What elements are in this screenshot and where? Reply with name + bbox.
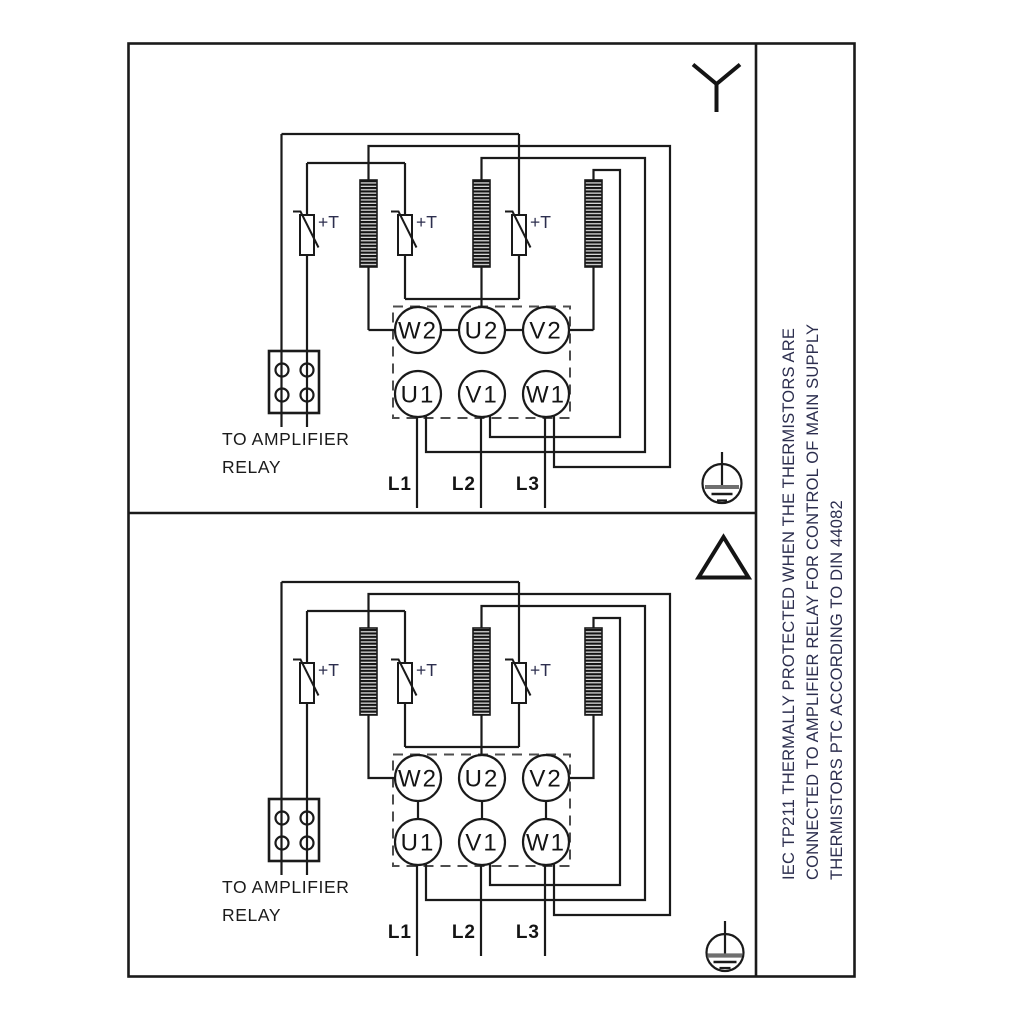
amplifier-relay-terminal-box bbox=[269, 351, 319, 413]
terminal-label-v2: V2 bbox=[529, 317, 563, 345]
star-panel bbox=[222, 65, 742, 509]
side-note-column bbox=[780, 324, 846, 880]
motor-winding-w bbox=[360, 180, 377, 267]
relay-caption-line1: TO AMPLIFIER bbox=[222, 429, 350, 449]
thermistor-1 bbox=[293, 660, 319, 704]
terminal-label-w2: W2 bbox=[398, 317, 438, 345]
motor-winding-w bbox=[360, 628, 377, 715]
terminal-label-w1: W1 bbox=[526, 829, 566, 857]
relay-caption-line2: RELAY bbox=[222, 457, 282, 477]
side-note-line-3: THERMISTORS PTC ACCORDING TO DIN 44082 bbox=[828, 500, 846, 880]
terminal-label-u1: U1 bbox=[400, 381, 436, 409]
supply-line-label-l2: L2 bbox=[451, 474, 476, 495]
terminal-label-v1: V1 bbox=[465, 829, 499, 857]
terminal-label-w2: W2 bbox=[398, 765, 438, 793]
thermistor-label: +T bbox=[318, 212, 339, 232]
supply-line-label-l1: L1 bbox=[387, 922, 412, 943]
delta-panel bbox=[222, 537, 749, 971]
supply-line-label-l3: L3 bbox=[515, 474, 540, 495]
terminal-label-u2: U2 bbox=[464, 317, 500, 345]
supply-line-label-l1: L1 bbox=[387, 474, 412, 495]
earth-ground-icon bbox=[707, 921, 744, 971]
thermistor-label: +T bbox=[416, 660, 437, 680]
relay-caption-line2: RELAY bbox=[222, 905, 282, 925]
thermistor-label: +T bbox=[530, 212, 551, 232]
star-connection-icon bbox=[693, 65, 740, 113]
thermistor-3 bbox=[505, 212, 531, 256]
thermistor-label: +T bbox=[318, 660, 339, 680]
thermistor-label: +T bbox=[416, 212, 437, 232]
motor-winding-u bbox=[473, 628, 490, 715]
thermistor-2 bbox=[391, 660, 417, 704]
thermistor-2 bbox=[391, 212, 417, 256]
earth-ground-icon bbox=[703, 452, 742, 503]
motor-winding-v bbox=[585, 628, 602, 715]
terminal-label-u2: U2 bbox=[464, 765, 500, 793]
relay-caption-line1: TO AMPLIFIER bbox=[222, 877, 350, 897]
side-note-line-2: CONNECTED TO AMPLIFIER RELAY FOR CONTROL OF MAIN SUPPLY bbox=[804, 323, 822, 880]
supply-line-label-l3: L3 bbox=[515, 922, 540, 943]
motor-winding-u bbox=[473, 180, 490, 267]
terminal-label-u1: U1 bbox=[400, 829, 436, 857]
thermistor-1 bbox=[293, 212, 319, 256]
supply-line-label-l2: L2 bbox=[451, 922, 476, 943]
delta-connection-icon bbox=[699, 537, 749, 578]
terminal-label-v1: V1 bbox=[465, 381, 499, 409]
amplifier-relay-terminal-box bbox=[269, 799, 319, 861]
terminal-label-w1: W1 bbox=[526, 381, 566, 409]
terminal-label-v2: V2 bbox=[529, 765, 563, 793]
thermistor-3 bbox=[505, 660, 531, 704]
side-note-line-1: IEC TP211 THERMALLY PROTECTED WHEN THE THERMISTORS ARE bbox=[780, 327, 798, 880]
motor-winding-v bbox=[585, 180, 602, 267]
thermistor-label: +T bbox=[530, 660, 551, 680]
